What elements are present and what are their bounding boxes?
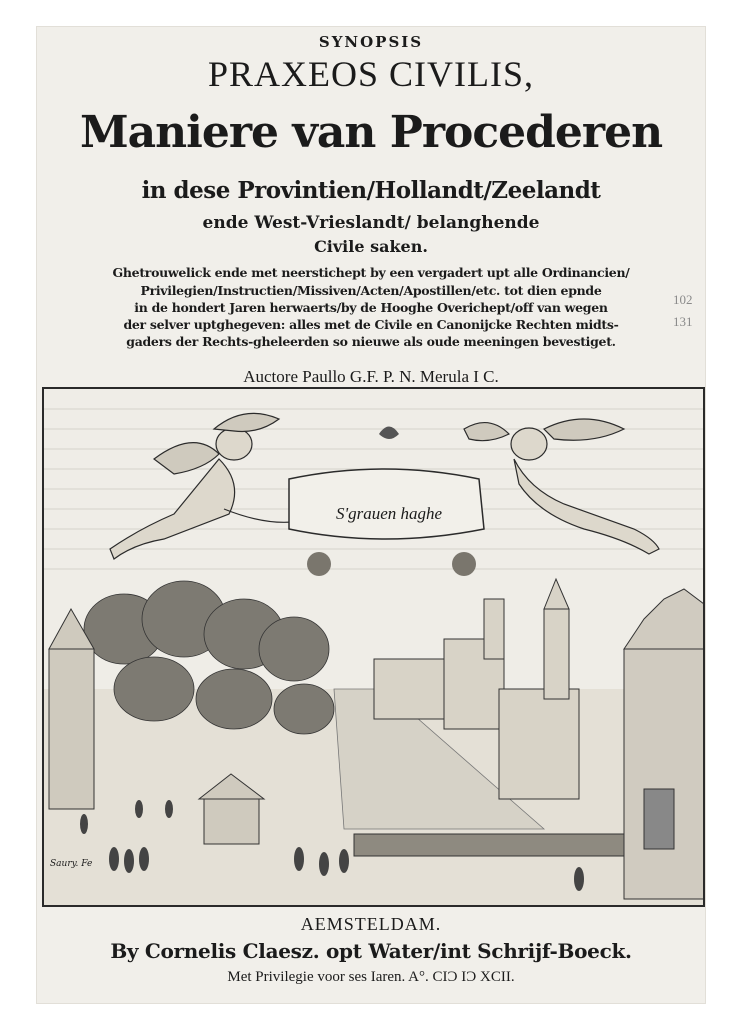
- title-provincien: in dese Provintien/Hollandt/Zeelandt: [141, 177, 601, 204]
- margin-note-number: 131: [673, 314, 693, 329]
- imprint-city: AEMSTELDAM.: [300, 914, 442, 934]
- subtitle-line: gaders der Rechts-gheleerden so nieuwe als oude meeningen bevestiget.: [126, 334, 616, 349]
- title-praxeos-civilis: PRAXEOS CIVILIS,: [207, 54, 535, 94]
- low-wall: [354, 834, 624, 856]
- subtitle-line: Privilegien/Instructien/Missiven/Acten/Apostillen/etc. tot dien epnde: [140, 283, 602, 298]
- building-left: [49, 609, 94, 809]
- imprint-printer: By Cornelis Claesz. opt Water/int Schrijf-Boeck.: [110, 939, 632, 963]
- hanging-garland-right: [452, 552, 476, 576]
- margin-pencil-note: [673, 289, 693, 333]
- title-page: [37, 27, 705, 1003]
- imprint-privilege: Met Privilegie voor ses Iaren. A°. CIƆ IƆ XCII.: [227, 969, 515, 985]
- engraving-view-of-the-hague: [42, 387, 705, 907]
- author-line: Auctore Paullo G.F. P. N. Merula I C.: [243, 367, 499, 386]
- building-right: [624, 589, 704, 899]
- margin-note-number: 102: [673, 292, 693, 307]
- putto-left-figure: [110, 413, 309, 559]
- title-west-vrieslandt: ende West-Vrieslandt/ belanghende: [202, 213, 540, 233]
- putto-right-figure: [464, 419, 659, 554]
- title-maniere: Maniere van Procederen: [79, 107, 663, 158]
- subtitle-line: in de hondert Jaren herwaerts/by de Hooghe Overichept/off van wegen: [134, 300, 608, 315]
- fleur-de-lis-ornament: [379, 427, 399, 440]
- engraving-illustration: [44, 389, 705, 907]
- subtitle-line: Ghetrouwelick ende met neerstichept by een vergadert upt alle Ordinancien/: [112, 265, 630, 280]
- subtitle-line: der selver uptghegeven: alles met de Civile en Canonijcke Rechten midts-: [123, 317, 619, 332]
- title-civile-saken: Civile saken.: [314, 237, 428, 256]
- cartouche-inscription: S'grauen haghe: [335, 504, 443, 523]
- engraver-signature: Saury. Fe: [50, 859, 93, 869]
- hanging-garland-left: [307, 552, 331, 576]
- title-synopsis: SYNOPSIS: [318, 33, 424, 51]
